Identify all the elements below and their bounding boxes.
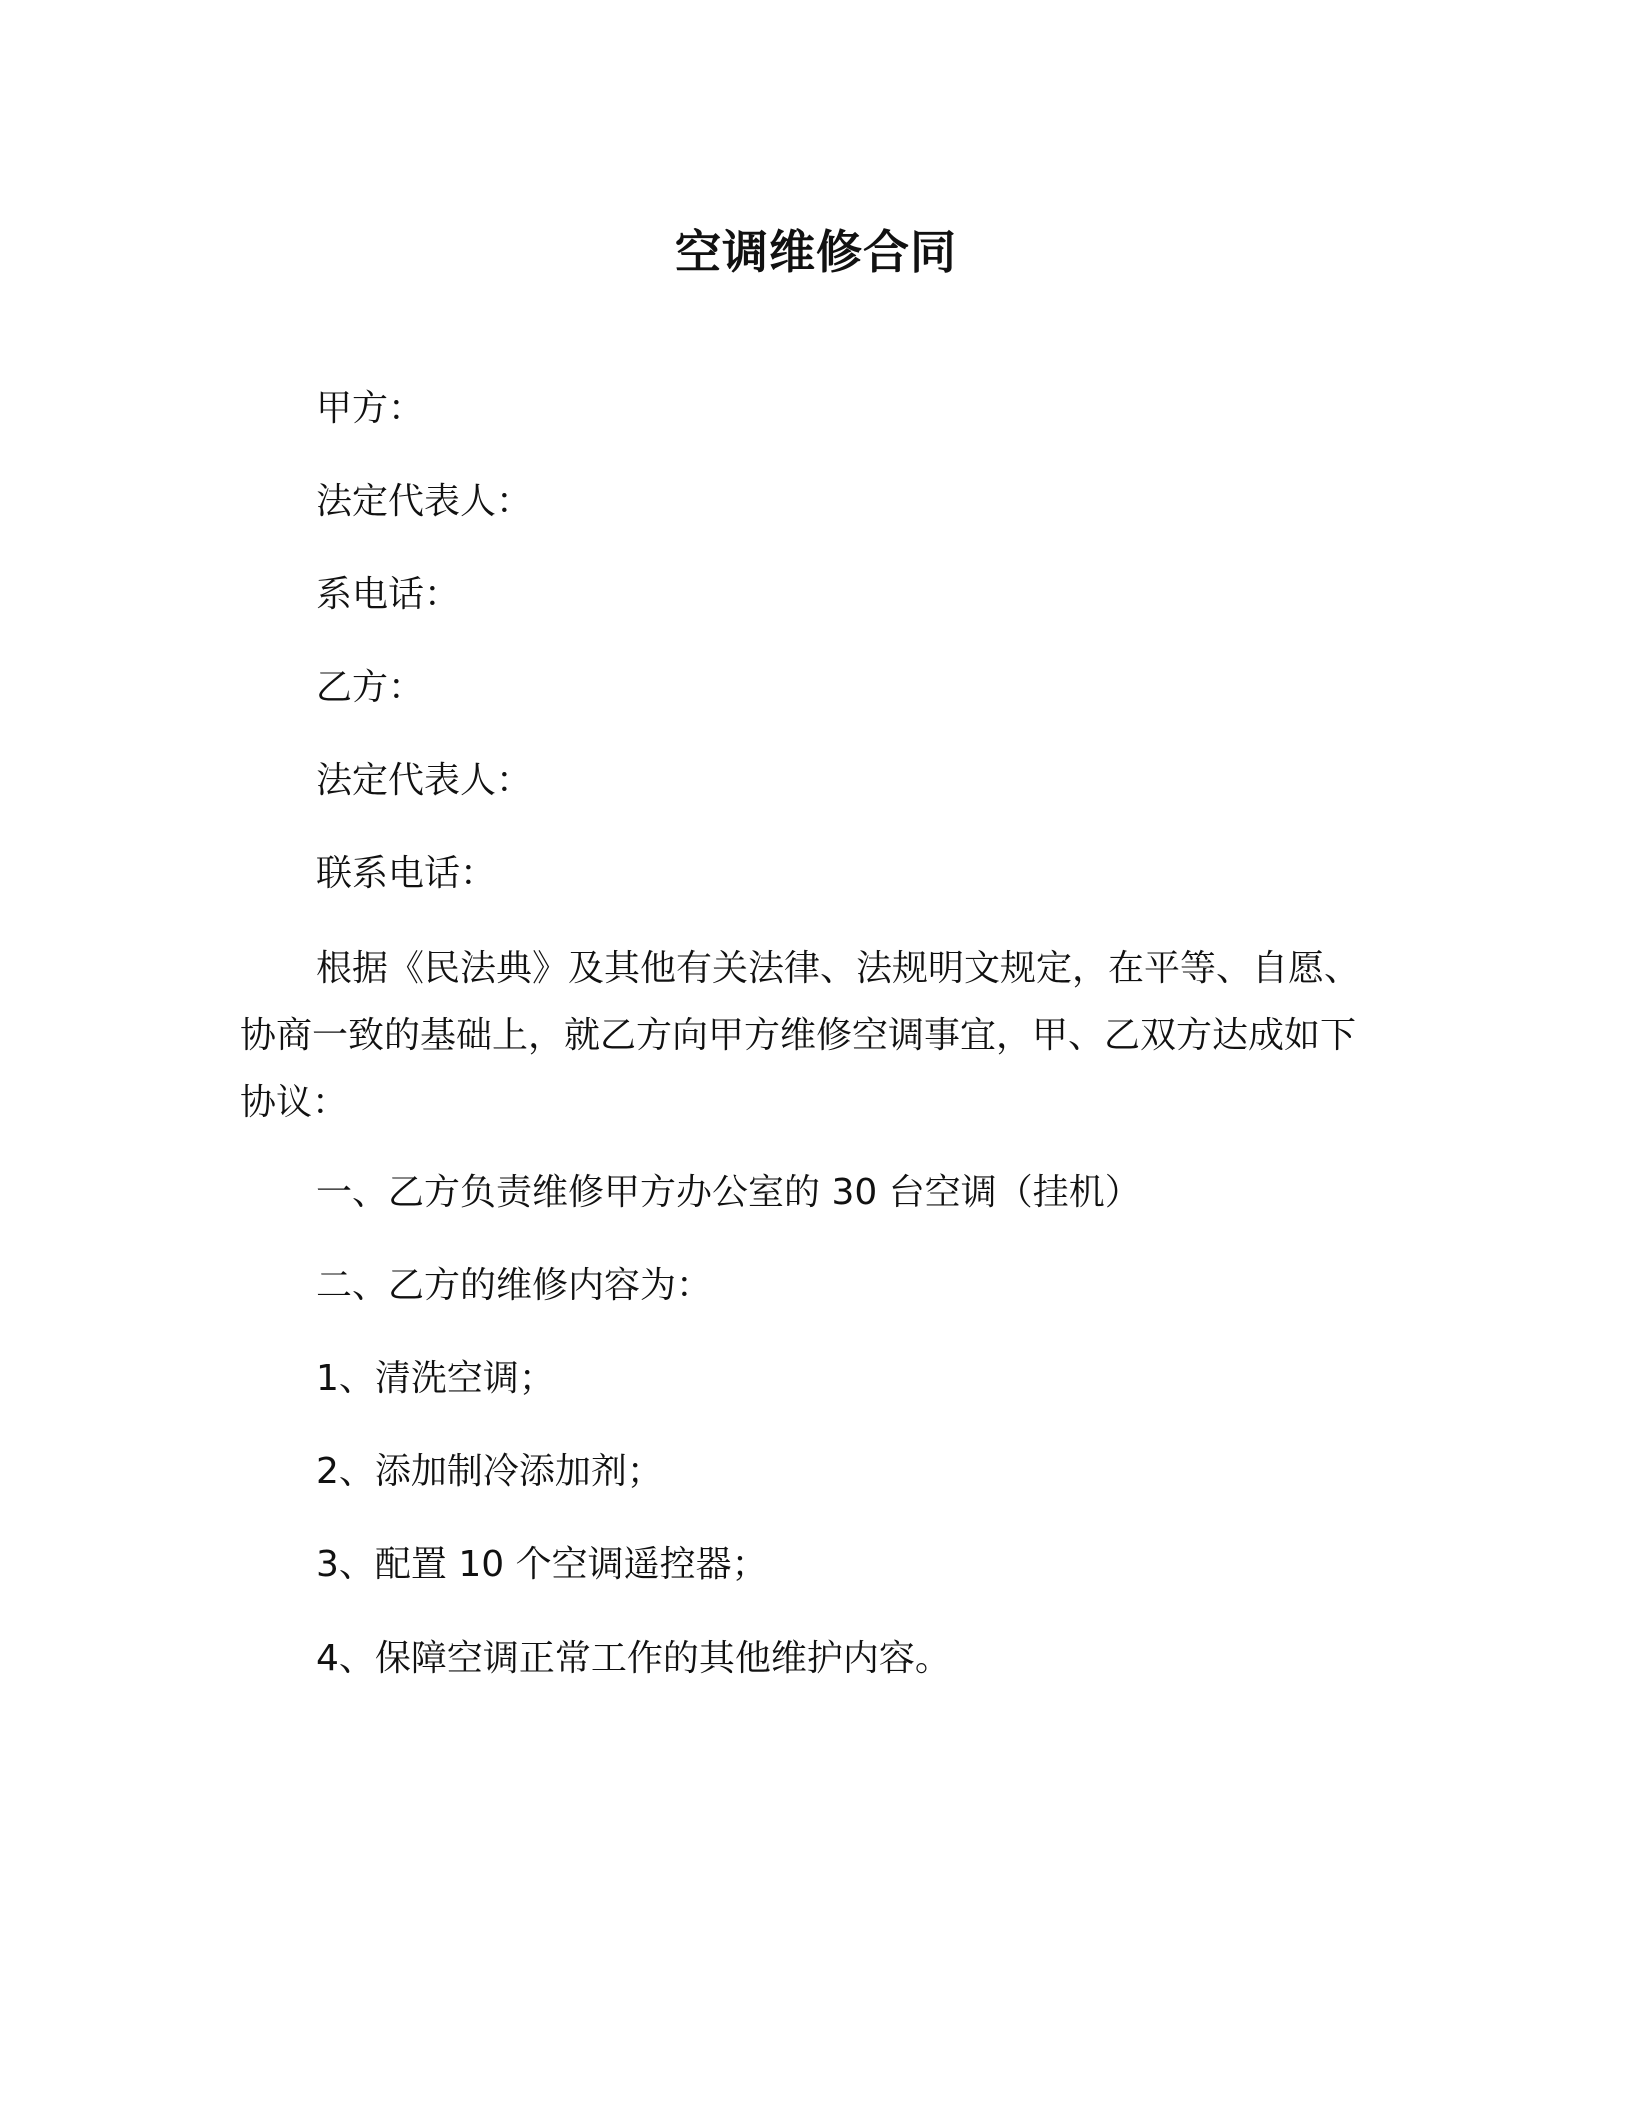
clause-2: 二、乙方的维修内容为： [316,1265,713,1306]
party-b-rep-label: 法定代表人： [316,760,533,801]
party-b-phone-label: 联系电话： [316,853,497,894]
clause-1: 一、乙方负责维修甲方办公室的 30 台空调（挂机） [316,1172,1141,1213]
list-item-2: 2、添加制冷添加剂； [316,1451,663,1492]
intro-paragraph: 根据《民法典》及其他有关法律、法规明文规定，在平等、自愿、协商一致的基础上，就乙方向甲方维修空调事宜，甲、乙双方达成如下协议： [240,948,1361,1123]
list-item-3: 3、配置 10 个空调遥控器； [316,1544,768,1585]
party-a-label: 甲方： [316,388,425,429]
list-item-4: 4、保障空调正常工作的其他维护内容。 [316,1638,951,1679]
party-b-label: 乙方： [316,667,425,708]
party-a-phone-label: 系电话： [316,574,461,615]
document-title: 空调维修合同 [675,225,957,279]
party-a-rep-label: 法定代表人： [316,481,533,522]
list-item-1: 1、清洗空调； [316,1358,555,1399]
